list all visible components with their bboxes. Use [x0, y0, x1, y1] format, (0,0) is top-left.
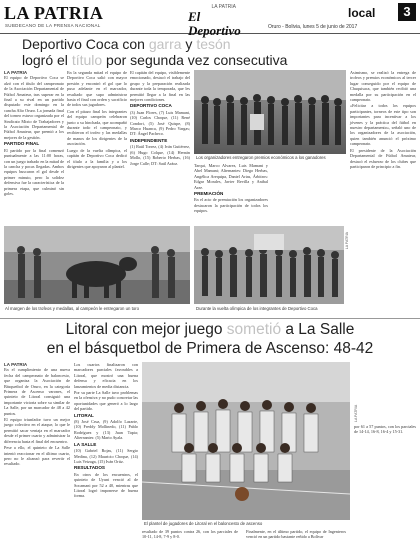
headline-part: a La Salle — [281, 321, 355, 338]
photo-credit: LA PATRIA — [345, 232, 349, 250]
paragraph: Tarqui, Marco Alvarez, Luis Mamani y Abel Mamani; Alternantes: Diego Herbas, Angélica Arequipa, Daniel Arias, Árbitros: Edgar Morales, Javier Revilla y Anibal Arze. — [194, 163, 268, 190]
page-header — [0, 0, 420, 38]
newspaper-logo: LA PATRIA — [4, 3, 104, 23]
paragraph: «Felicitar a todos los equipos participantes, torneos de este tipo son importantes para incentivar a los jóvenes y la práctica del fútbol en nuestro departamento», señaló uno de los organizadores de la asociación, quien también anunció el próximo campeonato. — [350, 103, 416, 147]
paragraph: (8) José Cruz, (9) Adolfo Lazarte, (10) Freddy Mollinedo, (11) Pablo Rodríguez y (13) Juan Tapia; Alternantes: (5) Mario Ayala. — [74, 419, 138, 441]
story2-column-4 — [142, 529, 238, 545]
paragraph: En otros de los encuentros, el quinteto de Uyuni venció al de Socamani por 52 a 40, mientras que Litoral logró imponerse de buena forma. — [74, 471, 138, 499]
paragraph: (1) Raúl Torrez, (4) Iván Gutiérrez, (6) Hugo Colque, (14) Hernán Mollo, (15) Roberto Herbas, (16) Jorge Calle; DT: Saúl Aráoz. — [130, 144, 190, 166]
paragraph: Finalmente, en el último partido, el equipo de Ingenieros venció en un partido bastante reñido a Bolívar — [246, 529, 346, 540]
headline-highlight: tesón — [196, 36, 231, 52]
paragraph: El equipo triunfador tuvo un mejor juego colectivo en el ataque, lo que le permitió sacar ventaja en el marcador desde el primer cuarto y administrar la diferencia hasta el final del encuentro. — [4, 417, 70, 444]
section-label: local — [348, 6, 376, 20]
paragraph: El equipo de Deportivo Coca se alzó con el título del campeonato de la Asociación Departamental de Fútbol Amateur, tras superar en la final a su rival en un partido disputado este domingo en la cancha Alto Oruro. La jornada final del torneo estuvo organizada por el Sindicato Mixto de Trabajadores y la Asociación Departamental de Fútbol Amateur, que premió a los mejores de la gestión. — [4, 75, 64, 140]
headline-part: logró el — [22, 52, 72, 68]
headline-highlight: garra — [148, 36, 182, 52]
photo-victory-lap — [194, 226, 344, 304]
subheading: LITORAL — [74, 412, 94, 418]
paragraph: El capitán del equipo, visiblemente emocionado, destacó el trabajo del grupo y la preparación realizada durante toda la temporada, que les permitió llegar a la final en las mejores condiciones. — [130, 70, 190, 103]
story1-headline — [22, 36, 352, 68]
paragraph: (3) Juan Flores, (7) Luis Mamani, (10) Carlos Choque, (11) René Condori, (5) José Quispe, (8) Marco Huanca, (9) Pedro Vargas; DT: Ángel Pacheco. — [130, 109, 190, 137]
subheading: PARTIDO FINAL — [4, 141, 40, 147]
photo-caption: Durante la vuelta olímpica de los integrantes de Deportivo Coca — [196, 306, 318, 311]
deportivo-logo — [188, 4, 241, 38]
story-kicker: LA PATRIA — [4, 362, 28, 367]
deportivo-logo-main: El Deportivo — [188, 9, 241, 38]
story-separator — [0, 318, 420, 319]
story2-headline — [0, 320, 420, 358]
paragraph: El partido por la final comenzó puntualmente a las 11:00 horas, con un juego trabado en la mitad de la cancha y pocas llegadas. Ambos equipos buscaron el gol desde el primer minuto, pero la solidez defensiva fue la característica de la primera etapa, que culminó sin goles. — [4, 147, 64, 196]
photo-caption: Los organizadores entregaron premios económicos a los ganadores — [196, 155, 326, 160]
paragraph: Asimismo, se realizó la entrega de trofeos y premios económicos al tercer lugar conseguido por el equipo de Chuquisaca, que también recibió una medalla por su participación en el campeonato. — [350, 70, 416, 103]
paragraph: En el acto de premiación los organizadores destacaron la participación de todos los equipos. — [194, 197, 268, 214]
subheading: DEPORTIVO COCA — [130, 103, 172, 109]
story1-column-5 — [350, 70, 416, 316]
paragraph: El presidente de la Asociación Departamental de Fútbol Amateur, destacó el esfuerzo de los clubes que participaron de principio a fin. — [350, 147, 416, 169]
subheading: INDEPENDIENTE — [130, 137, 168, 143]
basketball-team-image — [142, 362, 350, 520]
headline-part: por segunda vez consecutiva — [102, 52, 288, 68]
headline-part: Litoral con mejor juego — [65, 321, 227, 338]
bull-trophy-image — [4, 226, 190, 304]
paragraph: Luego de la vuelta olímpica, el capitán de Deportivo Coca dedicó el título a la familia y a los dirigentes que apoyaron al plantel. — [67, 147, 127, 169]
story2-column-1 — [4, 362, 70, 544]
paragraph: En la segunda mitad el equipo de Deportivo Coca salió con mayor presión y encontró el gol que lo puso adelante en el marcador, resultado que supo administrar hasta el final con orden y sacrificio de todos sus jugadores. — [67, 70, 127, 108]
paragraph: Los cuartos finalizaron con marcadores parciales favorables a Litoral, que mostró una buena defensa y eficacia en los lanzamientos de media distancia. — [74, 362, 138, 389]
photo-prize-ceremony — [194, 70, 346, 154]
photo-caption: Al margen de los trofeos y medallas, al campeón le entregaron un toro — [5, 306, 139, 311]
paragraph: Por su parte La Salle tuvo problemas en la ofensiva y no pudo concretar las oportunidades que generó a lo largo del partido. — [74, 390, 138, 412]
story2-column-2 — [74, 362, 138, 544]
paragraph: Con el pitazo final los integrantes del equipo campeón celebraron junto a su hinchada, que acompañó durante todo el campeonato, y recibieron el trofeo y las medallas de manos de los dirigentes de la asociación. — [67, 108, 127, 147]
dateline: Oruro - Bolivia, lunes 5 de junio de 2017 — [268, 24, 358, 30]
paragraph: resultado de 39 puntos contra 26, con los parciales de 10-11, 14-8, 7-9 y 8-0. — [142, 529, 238, 540]
photo-caption: El plantel de jugadores de Litoral en el baloncesto de ascenso — [144, 521, 263, 526]
deportivo-logo-top: LA PATRIA — [211, 4, 236, 10]
newspaper-tagline: SUBDECANO DE LA PRENSA NACIONAL — [5, 23, 101, 28]
headline-part: y — [181, 36, 197, 52]
headline-highlight: sometió — [226, 321, 282, 338]
story2-column-5 — [246, 529, 346, 545]
paragraph: En el cumplimiento de una nueva fecha del campeonato de baloncesto, que organiza la Asociación de Básquetbol de Oruro, en la categoría Primera de Ascenso varones, el quinteto de Litoral consiguió una importante victoria sobre su similar de La Salle, por un marcador de 48 a 42 puntos. — [4, 367, 70, 416]
photo-credit: LA PATRIA — [354, 404, 358, 422]
photo-bull-trophy — [4, 226, 190, 304]
subheading: PREMIACIÓN — [194, 191, 224, 197]
story1-column-4 — [194, 163, 268, 223]
story-kicker: LA PATRIA — [4, 70, 28, 75]
photo-basketball-team — [142, 362, 350, 520]
prize-ceremony-image — [194, 70, 346, 154]
headline-highlight: título — [71, 52, 103, 68]
headline-part: Deportivo Coca con — [22, 36, 149, 52]
subheading: LA SALLE — [74, 441, 97, 447]
paragraph: Pese a ello, el quinteto de La Salle intentó reaccionar en el último cuarto, pero no le alcanzó para revertir el resultado. — [4, 445, 70, 467]
page-number: 3 — [398, 3, 416, 21]
victory-lap-image — [194, 226, 344, 304]
subheading: RESULTADOS — [74, 465, 105, 471]
paragraph: (10) Gabriel Rojas, (11) Sergio Medina, (12) Mauricio Choque, (14) Luis Veizaga, (15) Iván Ortiz. — [74, 448, 138, 464]
paragraph: por 61 a 57 puntos, con los parciales de 14-14, 16-8, 16-4 y 15-31. — [354, 424, 416, 435]
story2-column-6 — [354, 362, 416, 544]
headline-part: en el básquetbol de Primera de Ascenso: 48-42 — [46, 340, 374, 357]
